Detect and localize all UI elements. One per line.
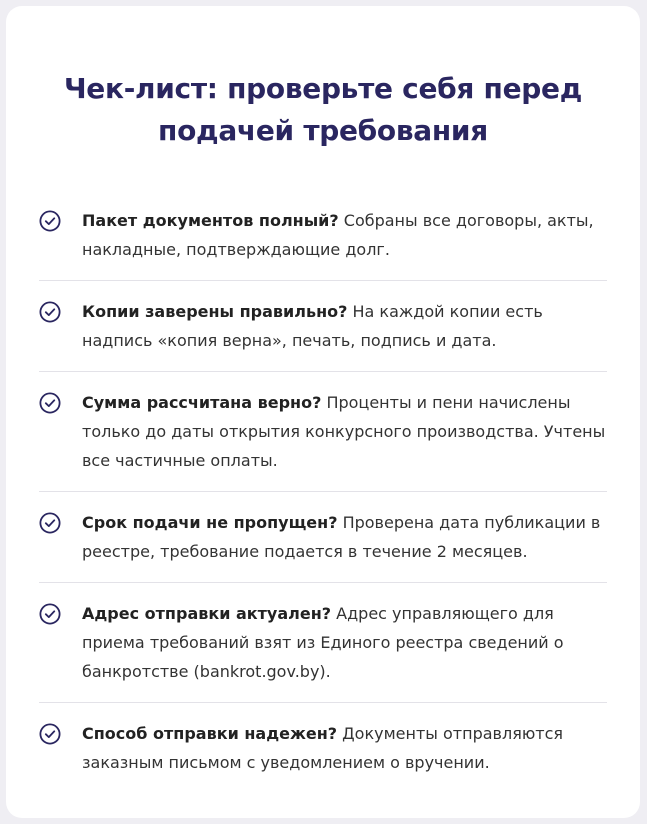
check-circle-icon bbox=[39, 512, 61, 534]
checklist-item-answer: Проценты и пени начислены только до даты открытия конкурсного производства. Учтены все частичные оплаты. bbox=[82, 393, 606, 470]
checklist-item bbox=[39, 372, 607, 492]
checklist-list bbox=[39, 206, 607, 793]
checklist-item bbox=[39, 703, 607, 793]
check-circle-icon bbox=[39, 392, 61, 414]
checklist-item-answer: Проверена дата публикации в реестре, требование подается в течение 2 месяцев. bbox=[82, 513, 601, 561]
checklist-item bbox=[39, 281, 607, 372]
checklist-item-question: Срок подачи не пропущен? bbox=[82, 513, 338, 532]
checklist-item-question: Копии заверены правильно? bbox=[82, 302, 348, 321]
checklist-item-answer: Адрес управляющего для приема требований взят из Единого реестра сведений о банкротстве (bankrot.gov.by). bbox=[82, 604, 564, 681]
checklist-item-answer: Собраны все договоры, акты, накладные, подтверждающие долг. bbox=[82, 211, 594, 259]
checklist-item-text bbox=[82, 388, 607, 475]
checklist-item-question: Способ отправки надежен? bbox=[82, 724, 338, 743]
checklist-item-text bbox=[82, 599, 607, 686]
checklist-item-text bbox=[82, 297, 607, 355]
check-circle-icon bbox=[39, 603, 61, 625]
checklist-item bbox=[39, 492, 607, 583]
checklist-item bbox=[39, 206, 607, 281]
check-circle-icon bbox=[39, 723, 61, 745]
checklist-item-text bbox=[82, 206, 607, 264]
checklist-item-text bbox=[82, 508, 607, 566]
check-circle-icon bbox=[39, 210, 61, 232]
checklist-item bbox=[39, 583, 607, 703]
checklist-item-answer: Документы отправляются заказным письмом с уведомлением о вручении. bbox=[82, 724, 564, 772]
checklist-item-question: Адрес отправки актуален? bbox=[82, 604, 332, 623]
checklist-item-text bbox=[82, 719, 607, 777]
checklist-item-question: Пакет документов полный? bbox=[82, 211, 339, 230]
checklist-card bbox=[6, 6, 640, 818]
checklist-item-answer: На каждой копии есть надпись «копия верна», печать, подпись и дата. bbox=[82, 302, 543, 350]
checklist-item-question: Сумма рассчитана верно? bbox=[82, 393, 322, 412]
check-circle-icon bbox=[39, 301, 61, 323]
checklist-title: Чек-лист: проверьте себя перед подачей требования bbox=[63, 72, 583, 147]
